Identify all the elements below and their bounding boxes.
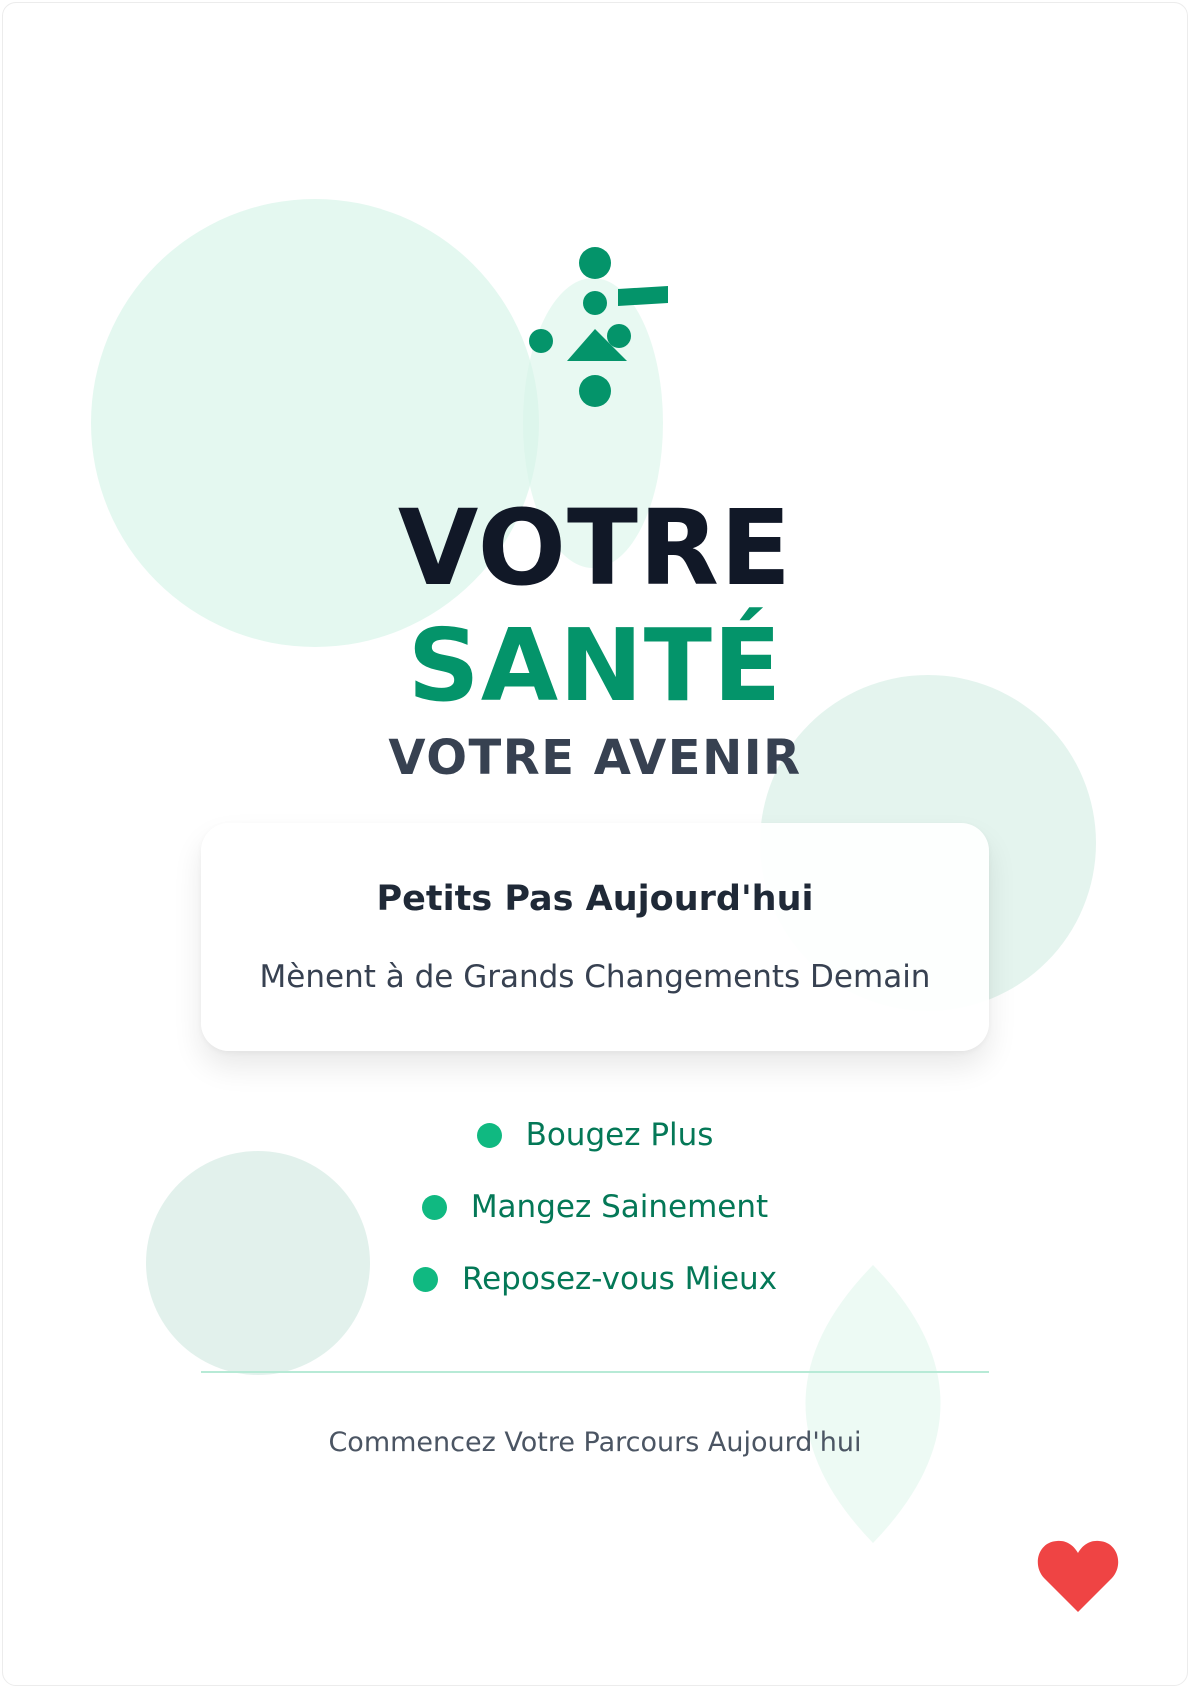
headline-line-2: SANTÉ <box>407 607 783 724</box>
dot-icon <box>477 1123 502 1148</box>
habit-label: Reposez-vous Mieux <box>461 1261 778 1297</box>
habit-list <box>3 1113 1187 1329</box>
dot-icon <box>422 1195 447 1220</box>
card-title: Petits Pas Aujourd'hui <box>376 879 814 919</box>
message-card <box>201 823 989 1051</box>
habit-item <box>3 1113 1187 1157</box>
card-subtitle: Mènent à de Grands Changements Demain <box>259 959 931 995</box>
dot-icon <box>413 1267 438 1292</box>
headline-line-1: VOTRE <box>397 487 793 609</box>
poster <box>2 2 1188 1686</box>
divider <box>201 1371 989 1373</box>
habit-item <box>3 1185 1187 1229</box>
habit-item <box>3 1257 1187 1301</box>
headline-line-3: VOTRE AVENIR <box>388 730 802 786</box>
habit-label: Bougez Plus <box>525 1117 714 1153</box>
call-to-action: Commencez Votre Parcours Aujourd'hui <box>328 1427 862 1458</box>
heart-icon <box>1036 1538 1120 1614</box>
active-figure-icon <box>523 247 673 417</box>
habit-label: Mangez Sainement <box>470 1189 769 1225</box>
